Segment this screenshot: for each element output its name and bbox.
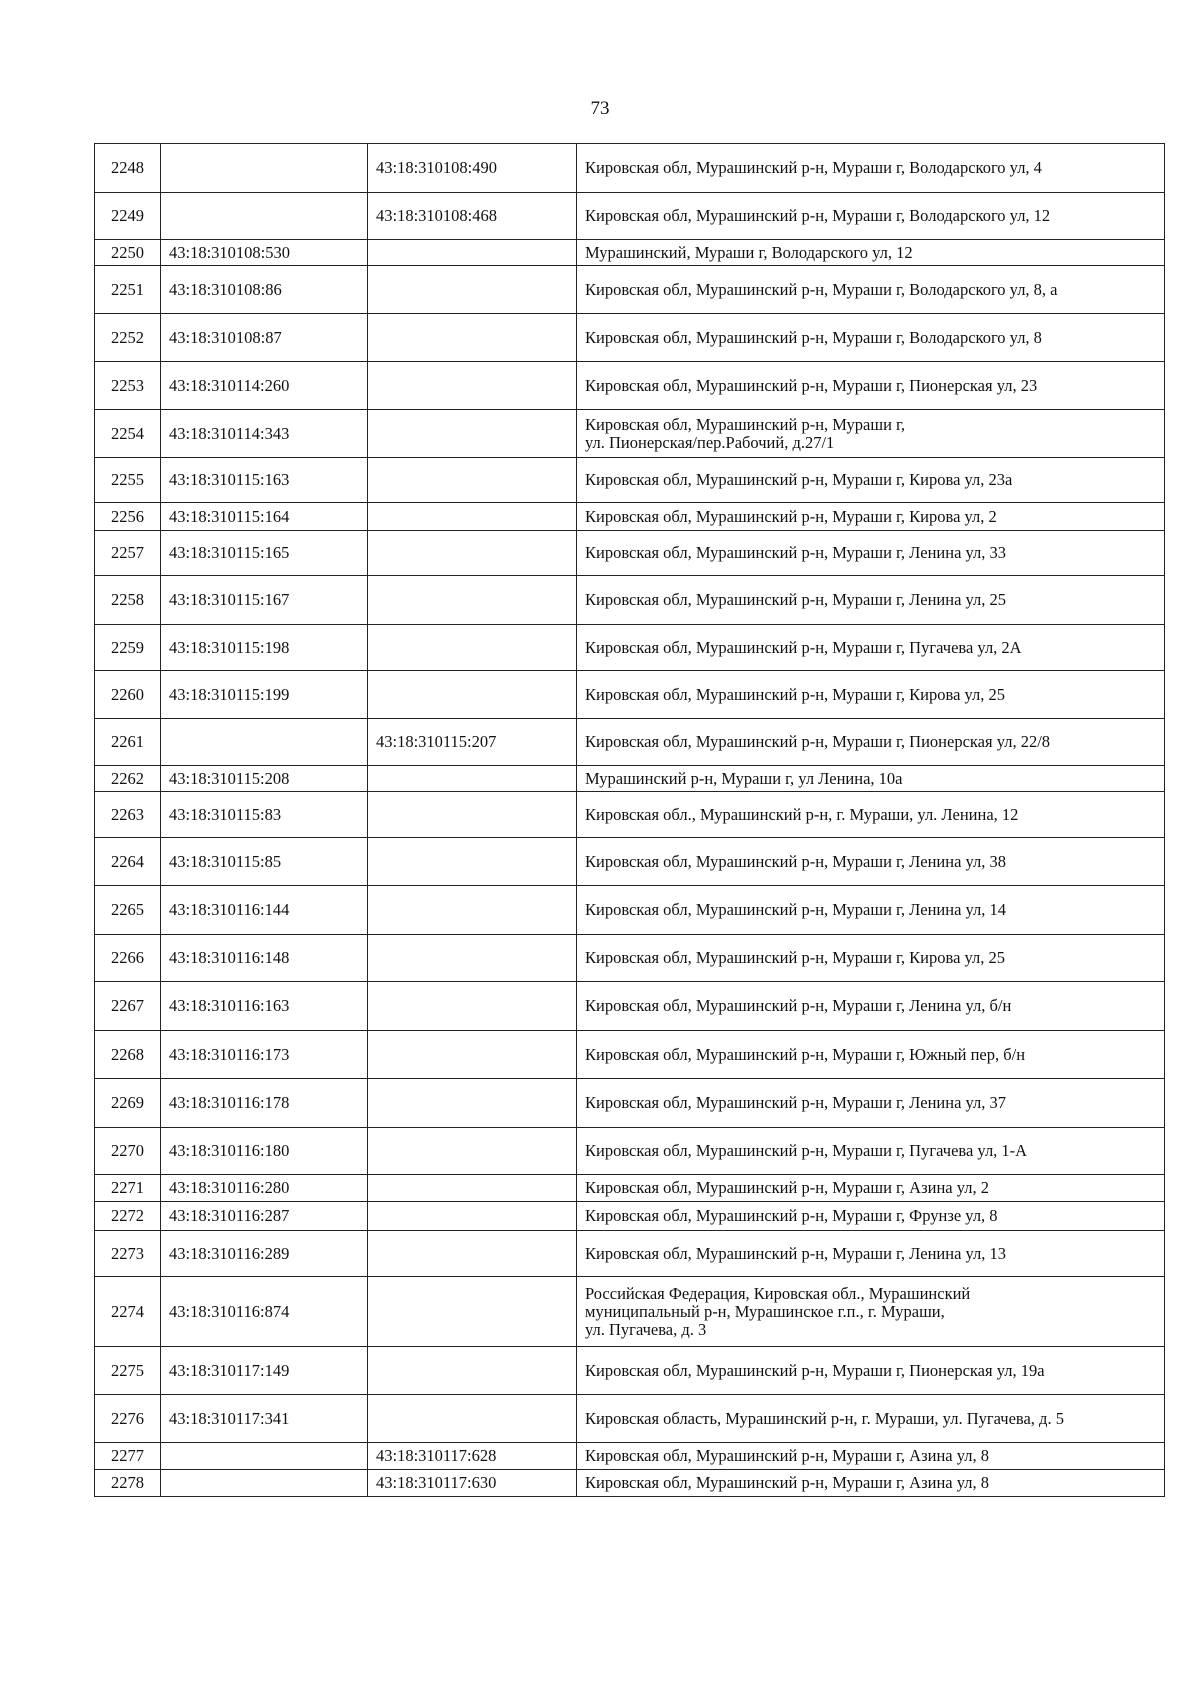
table-row: [95, 1031, 1165, 1079]
table-row: [95, 503, 1165, 531]
registry-table-body: [95, 144, 1165, 1497]
table-row: [95, 792, 1165, 838]
table-row: [95, 266, 1165, 314]
cadastral-number-building: [368, 982, 577, 1031]
cadastral-number-land: 43:18:310115:163: [161, 458, 368, 503]
page-number: 73: [590, 98, 610, 119]
row-number: 2248: [95, 144, 161, 193]
cadastral-number-building: [368, 1128, 577, 1175]
cadastral-number-building: [368, 531, 577, 576]
cadastral-number-land: 43:18:310116:280: [161, 1175, 368, 1202]
cadastral-number-land: [161, 193, 368, 240]
cadastral-number-land: 43:18:310114:343: [161, 410, 368, 458]
row-number: 2272: [95, 1202, 161, 1231]
table-row: [95, 1443, 1165, 1470]
table-row: [95, 314, 1165, 362]
table-row: [95, 1470, 1165, 1497]
cadastral-number-building: [368, 1347, 577, 1395]
cadastral-number-building: [368, 503, 577, 531]
cadastral-number-building: 43:18:310108:490: [368, 144, 577, 193]
cadastral-number-building: [368, 1277, 577, 1347]
cadastral-number-building: [368, 240, 577, 266]
table-row: [95, 671, 1165, 719]
table-row: [95, 410, 1165, 458]
cadastral-number-building: [368, 1031, 577, 1079]
cadastral-number-land: 43:18:310116:874: [161, 1277, 368, 1347]
cadastral-number-land: 43:18:310114:260: [161, 362, 368, 410]
cadastral-number-building: [368, 1395, 577, 1443]
row-number: 2249: [95, 193, 161, 240]
row-number: 2258: [95, 576, 161, 625]
cadastral-number-building: 43:18:310117:630: [368, 1470, 577, 1497]
address: Кировская обл, Мурашинский р-н, Мураши г, Фрунзе ул, 8: [577, 1202, 1165, 1231]
cadastral-number-building: [368, 1079, 577, 1128]
table-row: [95, 1347, 1165, 1395]
row-number: 2257: [95, 531, 161, 576]
row-number: 2262: [95, 766, 161, 792]
cadastral-number-land: 43:18:310116:148: [161, 935, 368, 982]
cadastral-number-land: 43:18:310117:341: [161, 1395, 368, 1443]
table-row: [95, 935, 1165, 982]
cadastral-number-land: 43:18:310115:165: [161, 531, 368, 576]
address: Кировская обл, Мурашинский р-н, Мураши г, Ленина ул, 13: [577, 1231, 1165, 1277]
cadastral-number-building: [368, 1231, 577, 1277]
address: Кировская обл, Мурашинский р-н, Мураши г, Пионерская ул, 19а: [577, 1347, 1165, 1395]
row-number: 2250: [95, 240, 161, 266]
cadastral-number-land: 43:18:310116:173: [161, 1031, 368, 1079]
cadastral-number-land: 43:18:310116:178: [161, 1079, 368, 1128]
address: Кировская обл, Мурашинский р-н, Мураши г, Кирова ул, 2: [577, 503, 1165, 531]
address: Кировская обл., Мурашинский р-н, г. Мураши, ул. Ленина, 12: [577, 792, 1165, 838]
address: Кировская обл, Мурашинский р-н, Мураши г, Ленина ул, 14: [577, 886, 1165, 935]
address: Мурашинский р-н, Мураши г, ул Ленина, 10а: [577, 766, 1165, 792]
address: Кировская обл, Мурашинский р-н, Мураши г, Ленина ул, 37: [577, 1079, 1165, 1128]
cadastral-number-building: [368, 838, 577, 886]
address: Кировская обл, Мурашинский р-н, Мураши г, Володарского ул, 12: [577, 193, 1165, 240]
cadastral-number-land: [161, 1443, 368, 1470]
address: Кировская обл, Мурашинский р-н, Мураши г, Азина ул, 2: [577, 1175, 1165, 1202]
cadastral-number-building: [368, 576, 577, 625]
cadastral-number-land: 43:18:310115:85: [161, 838, 368, 886]
cadastral-number-building: [368, 766, 577, 792]
table-row: [95, 1231, 1165, 1277]
table-row: [95, 240, 1165, 266]
table-row: [95, 1175, 1165, 1202]
row-number: 2256: [95, 503, 161, 531]
cadastral-number-building: 43:18:310117:628: [368, 1443, 577, 1470]
cadastral-number-building: [368, 1175, 577, 1202]
cadastral-number-building: 43:18:310108:468: [368, 193, 577, 240]
row-number: 2255: [95, 458, 161, 503]
address: Кировская обл, Мурашинский р-н, Мураши г, Ленина ул, б/н: [577, 982, 1165, 1031]
row-number: 2273: [95, 1231, 161, 1277]
cadastral-number-building: 43:18:310115:207: [368, 719, 577, 766]
table-row: [95, 1079, 1165, 1128]
row-number: 2275: [95, 1347, 161, 1395]
cadastral-number-building: [368, 266, 577, 314]
address: Российская Федерация, Кировская обл., Мурашинский муниципальный р-н, Мурашинское г.п., г. Мураши, ул. Пугачева, д. 3: [577, 1277, 1165, 1347]
table-row: [95, 719, 1165, 766]
cadastral-number-land: 43:18:310116:287: [161, 1202, 368, 1231]
row-number: 2277: [95, 1443, 161, 1470]
cadastral-number-land: 43:18:310117:149: [161, 1347, 368, 1395]
table-row: [95, 458, 1165, 503]
row-number: 2268: [95, 1031, 161, 1079]
address: Кировская обл, Мурашинский р-н, Мураши г, Пугачева ул, 2А: [577, 625, 1165, 671]
cadastral-number-land: 43:18:310115:198: [161, 625, 368, 671]
address: Кировская обл, Мурашинский р-н, Мураши г, Володарского ул, 8: [577, 314, 1165, 362]
row-number: 2270: [95, 1128, 161, 1175]
row-number: 2265: [95, 886, 161, 935]
row-number: 2278: [95, 1470, 161, 1497]
address: Кировская область, Мурашинский р-н, г. Мураши, ул. Пугачева, д. 5: [577, 1395, 1165, 1443]
table-row: [95, 531, 1165, 576]
address: Кировская обл, Мурашинский р-н, Мураши г, Пионерская ул, 22/8: [577, 719, 1165, 766]
cadastral-number-land: 43:18:310116:144: [161, 886, 368, 935]
address: Кировская обл, Мурашинский р-н, Мураши г, Кирова ул, 25: [577, 671, 1165, 719]
row-number: 2274: [95, 1277, 161, 1347]
table-row: [95, 982, 1165, 1031]
address: Кировская обл, Мурашинский р-н, Мураши г, Ленина ул, 25: [577, 576, 1165, 625]
table-row: [95, 1277, 1165, 1347]
row-number: 2264: [95, 838, 161, 886]
cadastral-number-land: [161, 144, 368, 193]
registry-table: [94, 143, 1165, 1497]
row-number: 2263: [95, 792, 161, 838]
cadastral-number-land: [161, 1470, 368, 1497]
cadastral-number-building: [368, 625, 577, 671]
row-number: 2261: [95, 719, 161, 766]
row-number: 2251: [95, 266, 161, 314]
address: Кировская обл, Мурашинский р-н, Мураши г, Пугачева ул, 1-А: [577, 1128, 1165, 1175]
cadastral-number-building: [368, 314, 577, 362]
cadastral-number-building: [368, 935, 577, 982]
table-row: [95, 1395, 1165, 1443]
address: Мурашинский, Мураши г, Володарского ул, 12: [577, 240, 1165, 266]
row-number: 2269: [95, 1079, 161, 1128]
row-number: 2271: [95, 1175, 161, 1202]
address: Кировская обл, Мурашинский р-н, Мураши г, Пионерская ул, 23: [577, 362, 1165, 410]
table-row: [95, 144, 1165, 193]
cadastral-number-land: 43:18:310108:530: [161, 240, 368, 266]
cadastral-number-land: 43:18:310115:167: [161, 576, 368, 625]
address: Кировская обл, Мурашинский р-н, Мураши г, Володарского ул, 8, а: [577, 266, 1165, 314]
cadastral-number-land: 43:18:310115:208: [161, 766, 368, 792]
address: Кировская обл, Мурашинский р-н, Мураши г, Азина ул, 8: [577, 1443, 1165, 1470]
cadastral-number-land: 43:18:310116:289: [161, 1231, 368, 1277]
address: Кировская обл, Мурашинский р-н, Мураши г, Ленина ул, 33: [577, 531, 1165, 576]
table-row: [95, 625, 1165, 671]
row-number: 2260: [95, 671, 161, 719]
table-row: [95, 766, 1165, 792]
table-row: [95, 193, 1165, 240]
cadastral-number-building: [368, 362, 577, 410]
table-row: [95, 576, 1165, 625]
cadastral-number-building: [368, 1202, 577, 1231]
table-row: [95, 886, 1165, 935]
address: Кировская обл, Мурашинский р-н, Мураши г, Кирова ул, 23а: [577, 458, 1165, 503]
table-row: [95, 838, 1165, 886]
address: Кировская обл, Мурашинский р-н, Мураши г, Ленина ул, 38: [577, 838, 1165, 886]
cadastral-number-building: [368, 410, 577, 458]
cadastral-number-building: [368, 792, 577, 838]
cadastral-number-land: 43:18:310116:163: [161, 982, 368, 1031]
cadastral-number-land: 43:18:310115:83: [161, 792, 368, 838]
table-row: [95, 362, 1165, 410]
cadastral-number-land: 43:18:310108:86: [161, 266, 368, 314]
row-number: 2253: [95, 362, 161, 410]
row-number: 2276: [95, 1395, 161, 1443]
cadastral-number-land: 43:18:310116:180: [161, 1128, 368, 1175]
cadastral-number-building: [368, 886, 577, 935]
cadastral-number-land: [161, 719, 368, 766]
cadastral-number-land: 43:18:310115:199: [161, 671, 368, 719]
address: Кировская обл, Мурашинский р-н, Мураши г, ул. Пионерская/пер.Рабочий, д.27/1: [577, 410, 1165, 458]
cadastral-number-building: [368, 671, 577, 719]
address: Кировская обл, Мурашинский р-н, Мураши г, Азина ул, 8: [577, 1470, 1165, 1497]
address: Кировская обл, Мурашинский р-н, Мураши г, Кирова ул, 25: [577, 935, 1165, 982]
table-row: [95, 1128, 1165, 1175]
cadastral-number-land: 43:18:310108:87: [161, 314, 368, 362]
cadastral-number-building: [368, 458, 577, 503]
address: Кировская обл, Мурашинский р-н, Мураши г, Володарского ул, 4: [577, 144, 1165, 193]
row-number: 2254: [95, 410, 161, 458]
row-number: 2259: [95, 625, 161, 671]
row-number: 2266: [95, 935, 161, 982]
cadastral-number-land: 43:18:310115:164: [161, 503, 368, 531]
row-number: 2267: [95, 982, 161, 1031]
row-number: 2252: [95, 314, 161, 362]
address: Кировская обл, Мурашинский р-н, Мураши г, Южный пер, б/н: [577, 1031, 1165, 1079]
table-row: [95, 1202, 1165, 1231]
